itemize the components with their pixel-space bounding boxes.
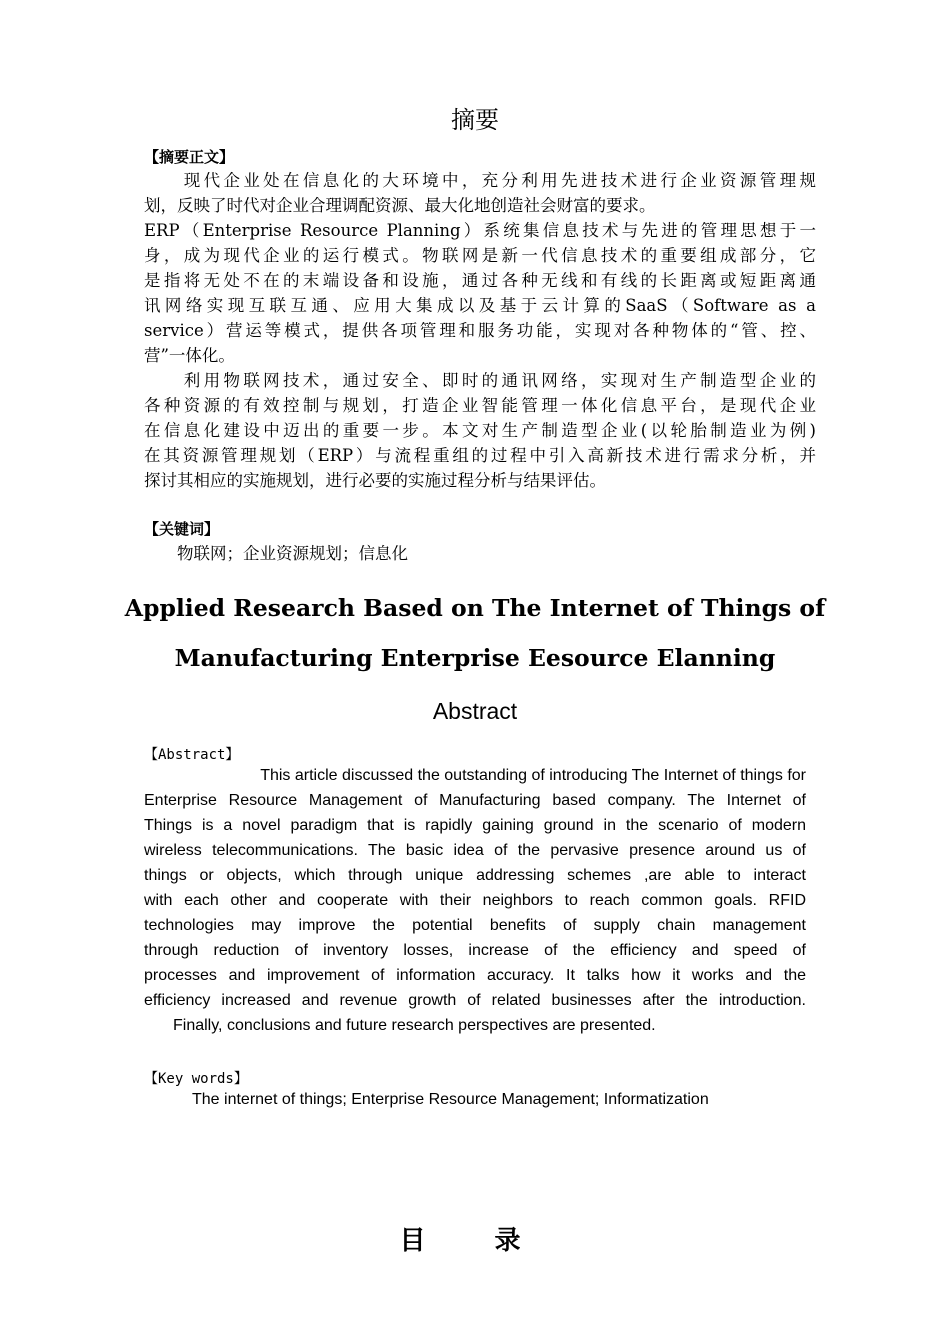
en-abstract-line: efficiency increased and revenue growth of related businesses after the introduction. (144, 992, 806, 1009)
en-abstract-line: This article discussed the outstanding of introducing The Internet of things for (260, 767, 806, 784)
en-title-line-1: Applied Research Based on The Internet of Things of (124, 594, 826, 622)
cn-abstract-line: 在信息化建设中迈出的重要一步。本文对生产制造型企业(以轮胎制造业为例) (144, 421, 816, 440)
cn-abstract-line: 现代企业处在信息化的大环境中，充分利用先进技术进行企业资源管理规 (144, 171, 816, 190)
cn-abstract-line: service）营运等模式，提供各项管理和服务功能，实现对各种物体的“管、控、 (144, 321, 816, 340)
en-abstract-line: with each other and cooperate with their neighbors to reach common goals. RFID (144, 892, 806, 909)
cn-abstract-heading: 摘要 (451, 106, 499, 134)
cn-abstract-line: 利用物联网技术，通过安全、即时的通讯网络，实现对生产制造型企业的 (144, 371, 816, 390)
cn-abstract-line: 在其资源管理规划（ERP）与流程重组的过程中引入高新技术进行需求分析，并 (144, 446, 816, 465)
cn-abstract-line: 讯网络实现互联互通、应用大集成以及基于云计算的SaaS（Software as a (144, 296, 816, 315)
cn-abstract-body (144, 168, 816, 493)
en-keywords-label: 【Key words】 (144, 1071, 248, 1087)
cn-abstract-line: 营”一体化。 (144, 346, 235, 365)
en-abstract-line: technologies may improve the potential benefits of supply chain management (144, 917, 806, 934)
cn-abstract-line: 划，反映了时代对企业合理调配资源、最大化地创造社会财富的要求。 (144, 196, 656, 215)
en-title-line-2: Manufacturing Enterprise Eesource Elanning (174, 644, 776, 672)
en-abstract-line: through reduction of inventory losses, increase of the efficiency and speed of (144, 942, 806, 959)
en-abstract-label: 【Abstract】 (144, 747, 240, 763)
cn-abstract-line: 各种资源的有效控制与规划，打造企业智能管理一体化信息平台，是现代企业 (144, 396, 816, 415)
cn-abstract-line: 探讨其相应的实施规划，进行必要的实施过程分析与结果评估。 (144, 471, 606, 490)
cn-abstract-line: 是指将无处不在的末端设备和设施，通过各种无线和有线的长距离或短距离通 (144, 271, 816, 290)
cn-abstract-line: ERP（Enterprise Resource Planning）系统集信息技术与先进的管理思想于一 (144, 221, 816, 240)
en-abstract-line: things or objects, which through unique addressing schemes ,are able to interact (144, 867, 806, 884)
cn-abstract-label: 【摘要正文】 (144, 148, 235, 166)
en-abstract-line: Finally, conclusions and future research perspectives are presented. (173, 1017, 656, 1034)
cn-keywords-label: 【关键词】 (144, 520, 220, 538)
en-abstract-line: processes and improvement of information accuracy. It talks how it works and the (144, 967, 806, 984)
en-abstract-line: wireless telecommunications. The basic idea of the pervasive presence around us of (144, 842, 806, 859)
en-abstract-heading: Abstract (432, 698, 518, 724)
en-abstract-line: Enterprise Resource Management of Manufacturing based company. The Internet of (144, 792, 806, 809)
en-abstract-body (144, 763, 806, 1038)
en-abstract-line: Things is a novel paradigm that is rapidly gaining ground in the scenario of modern (144, 817, 806, 834)
cn-abstract-line: 身，成为现代企业的运行模式。物联网是新一代信息技术的重要组成部分，它 (144, 246, 816, 265)
en-keywords: The internet of things; Enterprise Resource Management; Informatization (192, 1091, 709, 1108)
cn-keywords: 物联网；企业资源规划；信息化 (144, 544, 408, 563)
toc-heading: 目 录 (399, 1226, 551, 1256)
